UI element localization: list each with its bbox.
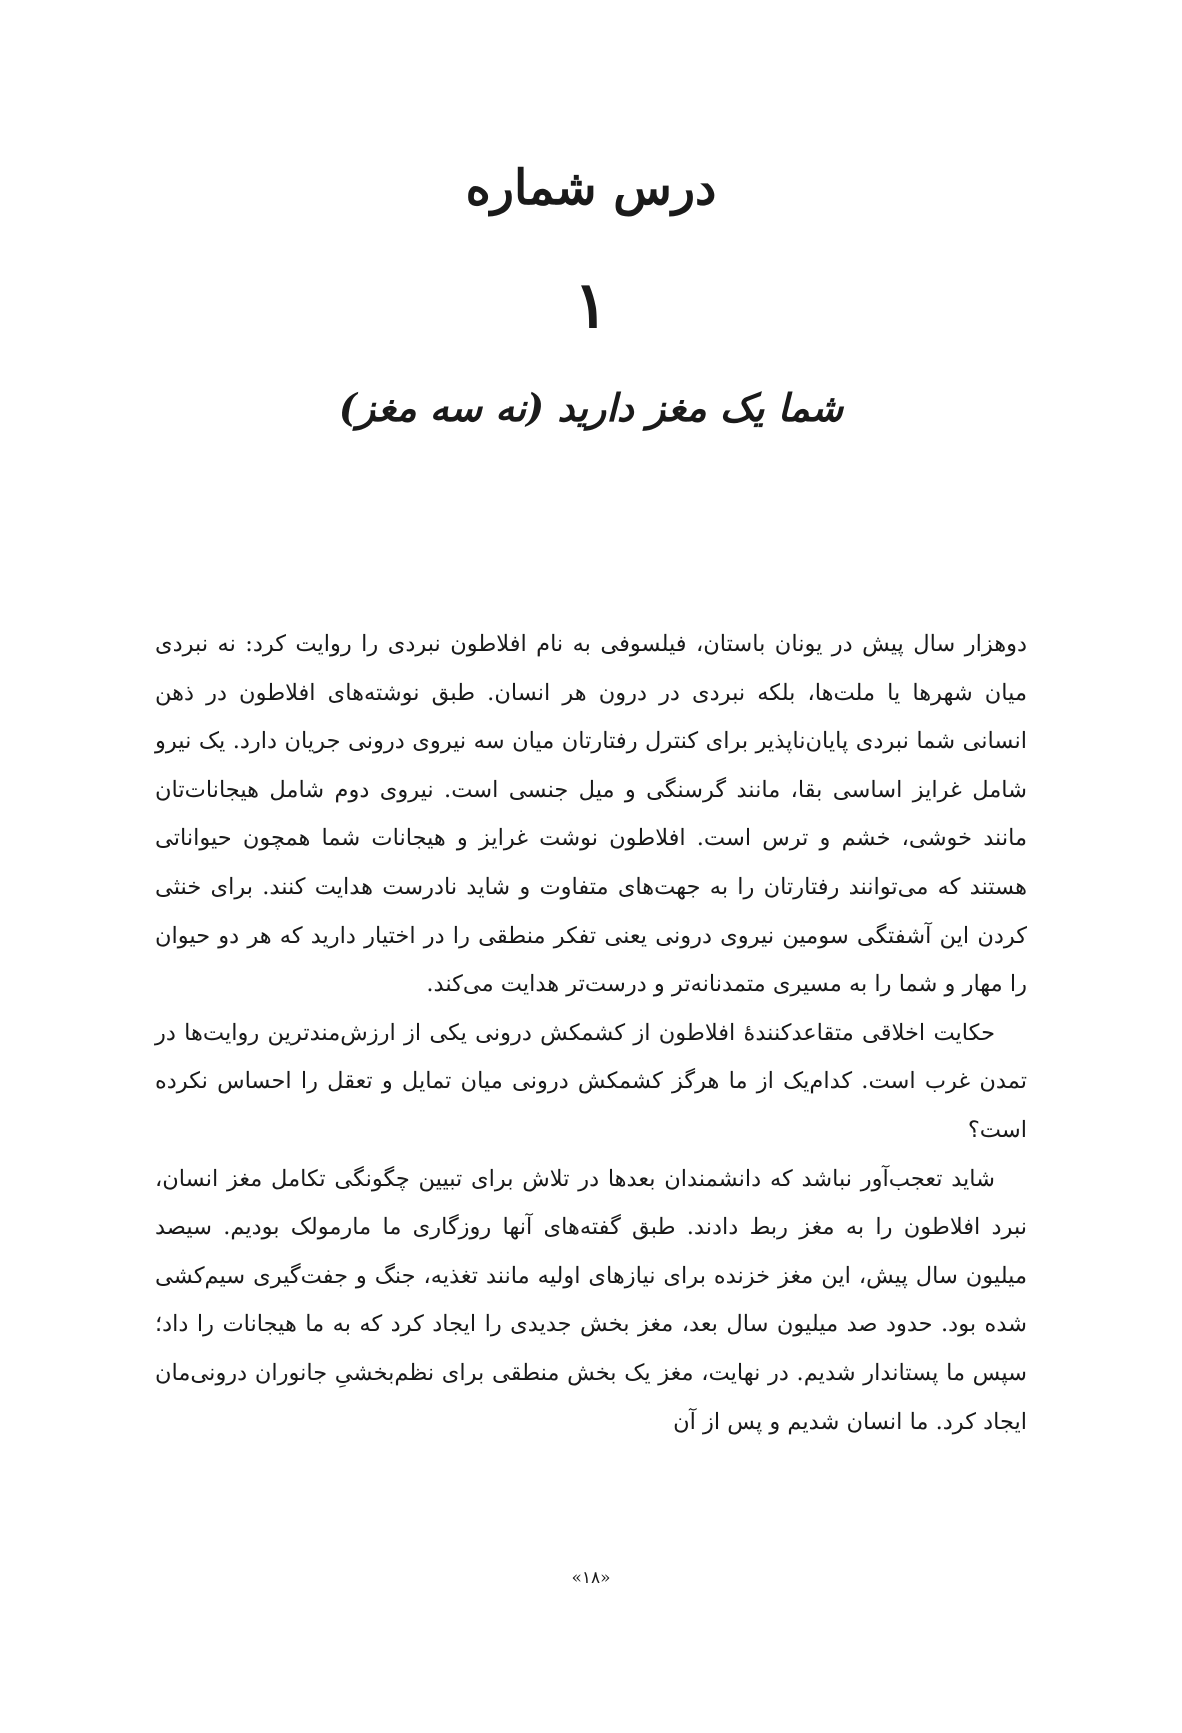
paragraph-1: دوهزار سال پیش در یونان باستان، فیلسوفی به نام افلاطون نبردی را روایت کرد: نه نبردی میان شهرها یا ملت‌ها، بلکه نبردی در درون هر انسان. طبق نوشته‌های افلاطون در ذهن انسانی شما نبردی پایان‌ناپذیر برای کنترل رفتارتان میان سه نیروی درونی جریان دارد. یک نیرو شامل غرایز اساسی بقا، مانند گرسنگی و میل جنسی است. نیروی دوم شامل هیجانات‌تان مانند خوشی، خشم و ترس است. افلاطون نوشت غرایز و هیجانات شما همچون حیواناتی هستند که می‌توانند رفتارتان را به جهت‌های متفاوت و شاید نادرست هدایت کنند. برای خنثی کردن این آشفتگی سومین نیروی درونی یعنی تفکر منطقی را در اختیار دارید که هر دو حیوان را مهار و شما را به مسیری متمدنانه‌تر و درست‌تر هدایت می‌کند. [155, 631, 1027, 998]
chapter-label: درس شماره [465, 160, 717, 216]
body-text [155, 620, 1027, 1446]
chapter-title: شما یک مغز دارید (نه سه مغز) [338, 385, 844, 430]
paragraph-2: حکایت اخلاقی متقاعدکنندهٔ افلاطون از کشمکش درونی یکی از ارزش‌مندترین روایت‌ها در تمدن غرب است. کدام‌یک از ما هرگز کشمکش درونی میان تمایل و تعقل را احساس نکرده است؟ [155, 1019, 1027, 1143]
paragraph-3: شاید تعجب‌آور نباشد که دانشمندان بعدها در تلاش برای تبیین چگونگی تکامل مغز انسان، نبرد افلاطون را به مغز ربط دادند. طبق گفته‌های آنها روزگاری ما مارمولک بودیم. سیصد میلیون سال پیش، این مغز خزنده برای نیازهای اولیه مانند تغذیه، جنگ و جفت‌گیری سیم‌کشی شده بود. حدود صد میلیون سال بعد، مغز بخش جدیدی را ایجاد کرد که به ما هیجانات را داد؛ سپس ما پستاندار شدیم. در نهایت، مغز یک بخش منطقی برای نظم‌بخشیِ جانوران درونی‌مان ایجاد کرد. ما انسان شدیم و پس از آن [155, 1165, 1027, 1435]
page-number: «۱۸» [571, 1568, 611, 1588]
chapter-number: ۱ [573, 268, 609, 343]
